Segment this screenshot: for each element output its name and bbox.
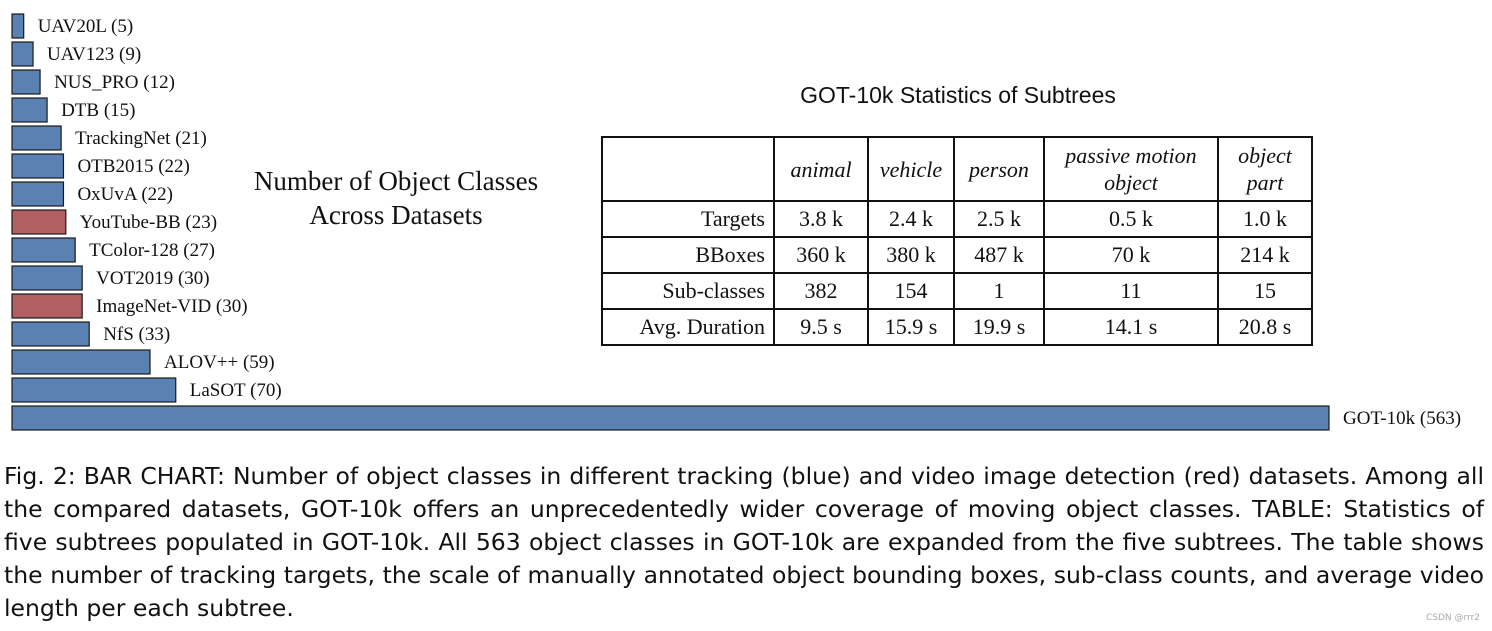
table-row bbox=[602, 309, 1312, 345]
table-cell: 1.0 k bbox=[1218, 201, 1312, 237]
bar-got-10k bbox=[12, 406, 1329, 430]
bar-label: TrackingNet (21) bbox=[75, 128, 207, 149]
bar-label: ALOV++ (59) bbox=[164, 352, 275, 373]
table-header-row bbox=[602, 137, 1312, 201]
bar-label: UAV123 (9) bbox=[47, 44, 142, 65]
table-cell: 11 bbox=[1044, 273, 1218, 309]
bar-label: NUS_PRO (12) bbox=[54, 72, 175, 93]
table-cell: 15.9 s bbox=[868, 309, 954, 345]
bar-dtb bbox=[12, 98, 47, 122]
table-cell: 14.1 s bbox=[1044, 309, 1218, 345]
table-cell: 9.5 s bbox=[774, 309, 868, 345]
table-cell: 380 k bbox=[868, 237, 954, 273]
table-cell: 2.5 k bbox=[954, 201, 1044, 237]
column-header-person: person bbox=[954, 137, 1044, 201]
statistics-table bbox=[601, 136, 1313, 346]
bar-nfs bbox=[12, 322, 89, 346]
column-header-passive-motion-object: passive motion object bbox=[1044, 137, 1218, 201]
table-cell: 70 k bbox=[1044, 237, 1218, 273]
bar-label: GOT-10k (563) bbox=[1343, 408, 1462, 429]
table-cell: 154 bbox=[868, 273, 954, 309]
bar-label: LaSOT (70) bbox=[189, 380, 282, 401]
bar-label: YouTube-BB (23) bbox=[79, 212, 218, 233]
table-row bbox=[602, 237, 1312, 273]
table-cell: 2.4 k bbox=[868, 201, 954, 237]
table-header bbox=[602, 137, 1312, 201]
bar-imagenet-vid bbox=[12, 294, 82, 318]
bar-youtube-bb bbox=[12, 210, 66, 234]
row-label: BBoxes bbox=[602, 237, 774, 273]
bar-label: OTB2015 (22) bbox=[77, 156, 190, 177]
table-corner-cell bbox=[602, 137, 774, 201]
table-cell: 1 bbox=[954, 273, 1044, 309]
figure-caption: Fig. 2: BAR CHART: Number of object classes in different tracking (blue) and video image detection (red) datasets. Among all the compared datasets, GOT-10k offers an unprecedentedly wider coverage of moving object classes. TABLE: Statistics of five subtrees populated in GOT-10k. All 563 object classes in GOT-10k are expanded from the five subtrees. The table shows the number of tracking targets, the scale of manually annotated object bounding boxes, sub-class counts, and average video length per each subtree. bbox=[4, 462, 1484, 622]
bar-nus-pro bbox=[12, 70, 40, 94]
table-row bbox=[602, 201, 1312, 237]
table-cell: 20.8 s bbox=[1218, 309, 1312, 345]
bar-otb2015 bbox=[12, 154, 63, 178]
bar-alov- bbox=[12, 350, 150, 374]
table-cell: 487 k bbox=[954, 237, 1044, 273]
column-header-object-part: object part bbox=[1218, 137, 1312, 201]
row-label: Targets bbox=[602, 201, 774, 237]
bar-tcolor-128 bbox=[12, 238, 75, 262]
table-cell: 19.9 s bbox=[954, 309, 1044, 345]
table-title: GOT-10k Statistics of Subtrees bbox=[800, 82, 1116, 108]
bar-oxuva bbox=[12, 182, 63, 206]
bar-label: DTB (15) bbox=[61, 100, 136, 121]
bar-label: NfS (33) bbox=[103, 324, 171, 345]
table-cell: 0.5 k bbox=[1044, 201, 1218, 237]
bar-label: OxUvA (22) bbox=[77, 184, 173, 205]
row-label: Avg. Duration bbox=[602, 309, 774, 345]
bar-uav123 bbox=[12, 42, 33, 66]
table-cell: 214 k bbox=[1218, 237, 1312, 273]
bar-lasot bbox=[12, 378, 176, 402]
chart-title: Number of Object Classes Across Datasets bbox=[253, 166, 539, 230]
bar-label: UAV20L (5) bbox=[37, 16, 134, 37]
table-body bbox=[602, 201, 1312, 345]
table-cell: 3.8 k bbox=[774, 201, 868, 237]
table-cell: 382 bbox=[774, 273, 868, 309]
table-row bbox=[602, 273, 1312, 309]
column-header-animal: animal bbox=[774, 137, 868, 201]
column-header-vehicle: vehicle bbox=[868, 137, 954, 201]
table-cell: 360 k bbox=[774, 237, 868, 273]
bar-vot2019 bbox=[12, 266, 82, 290]
row-label: Sub-classes bbox=[602, 273, 774, 309]
bar-uav20l bbox=[12, 14, 24, 38]
bar-trackingnet bbox=[12, 126, 61, 150]
bar-label: ImageNet-VID (30) bbox=[96, 296, 248, 317]
table-cell: 15 bbox=[1218, 273, 1312, 309]
watermark: CSDN @rrr2 bbox=[1425, 613, 1480, 623]
bar-label: VOT2019 (30) bbox=[96, 268, 210, 289]
bar-label: TColor-128 (27) bbox=[89, 240, 215, 261]
